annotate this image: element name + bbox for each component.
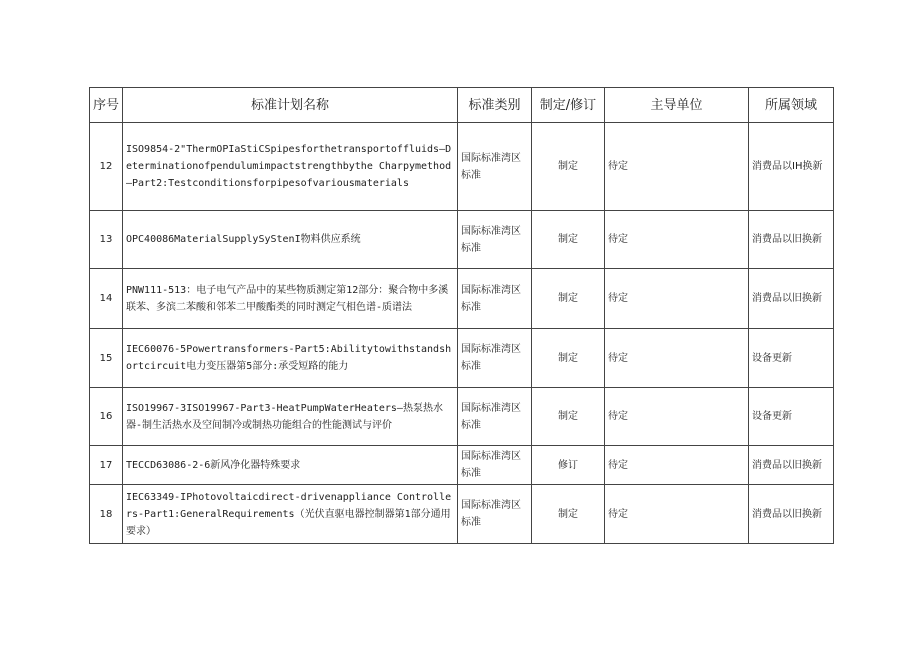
row-no: 15 — [90, 329, 123, 388]
table-row — [90, 388, 834, 446]
row-type: 制定 — [532, 211, 605, 269]
header-type: 制定/修订 — [532, 88, 605, 123]
row-category: 国际标准湾区标准 — [458, 329, 532, 388]
row-name: IEC60076-5Powertransformers-Part5:Abilitytowithstandshortcircuit电力变压器第5部分:承受短路的能力 — [123, 329, 458, 388]
row-unit: 待定 — [605, 123, 749, 211]
row-no: 18 — [90, 485, 123, 544]
table-row — [90, 269, 834, 329]
row-category: 国际标准湾区标准 — [458, 269, 532, 329]
row-no: 17 — [90, 446, 123, 485]
row-unit: 待定 — [605, 485, 749, 544]
row-type: 修订 — [532, 446, 605, 485]
row-name: ISO9854-2"ThermOPIaStiCSpipesforthetransportoffluids—Determinationofpendulumimpactstrengthbythe Charpymethod—Part2:Testconditionsforpipesofvariousmaterials — [123, 123, 458, 211]
row-category: 国际标准湾区标准 — [458, 446, 532, 485]
row-unit: 待定 — [605, 388, 749, 446]
table-header-row — [90, 88, 834, 123]
table-row — [90, 329, 834, 388]
row-unit: 待定 — [605, 446, 749, 485]
row-category: 国际标准湾区标准 — [458, 211, 532, 269]
header-category: 标准类别 — [458, 88, 532, 123]
row-type: 制定 — [532, 485, 605, 544]
header-seq: 序号 — [90, 88, 123, 123]
row-type: 制定 — [532, 329, 605, 388]
row-type: 制定 — [532, 123, 605, 211]
row-no: 12 — [90, 123, 123, 211]
row-category: 国际标准湾区标准 — [458, 388, 532, 446]
row-name: TECCD63086-2-6新风净化器特殊要求 — [123, 446, 458, 485]
row-unit: 待定 — [605, 269, 749, 329]
row-name: OPC40086MaterialSupplySyStenI物料供应系统 — [123, 211, 458, 269]
row-field: 设备更新 — [749, 388, 834, 446]
row-field: 消费品以旧换新 — [749, 446, 834, 485]
row-field: 消费品以旧换新 — [749, 269, 834, 329]
table-row — [90, 485, 834, 544]
row-name: ISO19967-3ISO19967-Part3-HeatPumpWaterHeaters—热泵热水器-制生活热水及空间制冷或制热功能组合的性能测试与评价 — [123, 388, 458, 446]
table-row — [90, 123, 834, 211]
row-field: 消费品以旧换新 — [749, 211, 834, 269]
row-category: 国际标准湾区标准 — [458, 485, 532, 544]
row-no: 14 — [90, 269, 123, 329]
row-field: 消费品以旧换新 — [749, 485, 834, 544]
header-unit: 主导单位 — [605, 88, 749, 123]
row-name: PNW111-513：电子电气产品中的某些物质测定第12部分：聚合物中多溪联苯、多滨二苯酸和邻苯二甲酸酯类的同时测定气相色谱-质谱法 — [123, 269, 458, 329]
row-no: 13 — [90, 211, 123, 269]
standards-table — [89, 87, 834, 544]
row-unit: 待定 — [605, 211, 749, 269]
row-category: 国际标准湾区标准 — [458, 123, 532, 211]
row-name: IEC63349-IPhotovoltaicdirect-drivenappliance Controllers-Part1:GeneralRequirements（光伏直驱电器控制器第1部分通用要求） — [123, 485, 458, 544]
row-unit: 待定 — [605, 329, 749, 388]
row-type: 制定 — [532, 269, 605, 329]
table-row — [90, 446, 834, 485]
header-name: 标准计划名称 — [123, 88, 458, 123]
table-row — [90, 211, 834, 269]
header-field: 所属领域 — [749, 88, 834, 123]
row-field: 消费品以IH换新 — [749, 123, 834, 211]
row-no: 16 — [90, 388, 123, 446]
row-field: 设备更新 — [749, 329, 834, 388]
row-type: 制定 — [532, 388, 605, 446]
